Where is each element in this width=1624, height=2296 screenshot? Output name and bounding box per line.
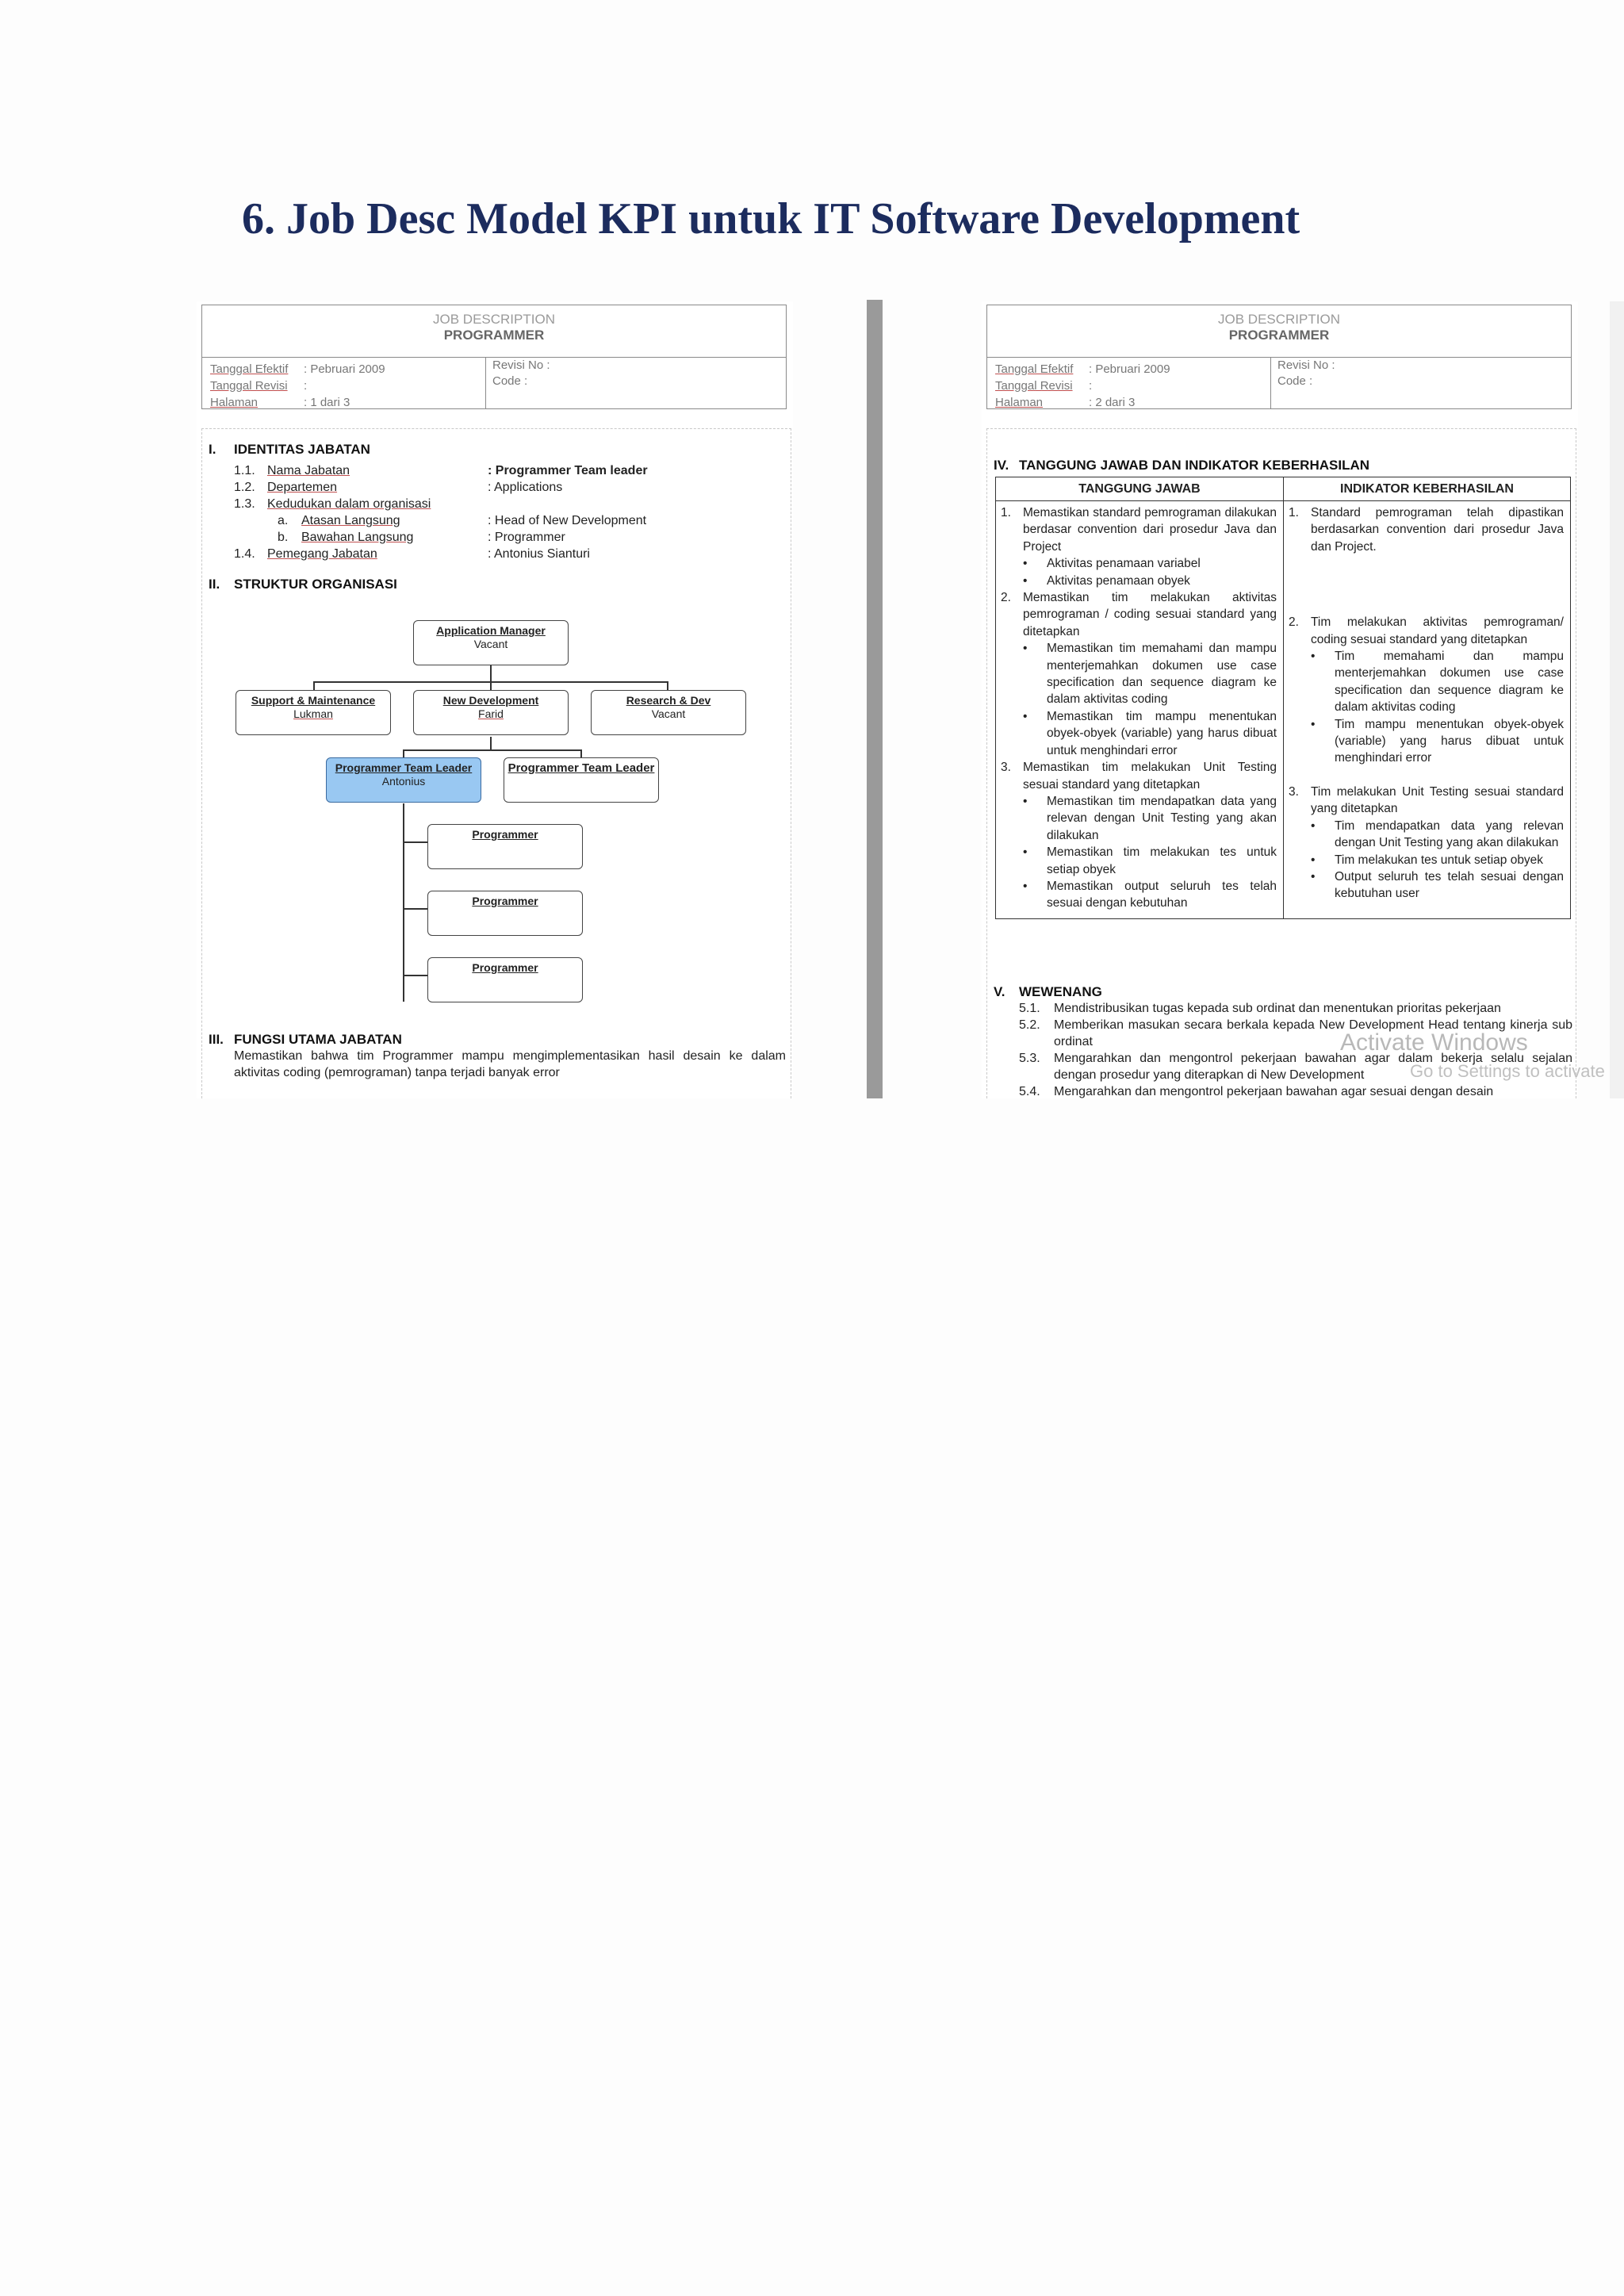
- halaman-label: Halaman: [995, 396, 1044, 409]
- org-box-programmer-team-leader-highlighted: Programmer Team Leader Antonius: [326, 757, 481, 803]
- fungsi-utama-text: Memastikan bahwa tim Programmer mampu mengimplementasikan hasil desain ke dalam aktivitas coding (pemrograman) tanpa terjadi banyak error: [234, 1049, 786, 1079]
- page-1: [197, 301, 793, 1098]
- org-box-programmer-team-leader: Programmer Team Leader: [504, 757, 659, 803]
- section-heading: V. WEWENANG: [994, 984, 1102, 999]
- tanggal-efektif-label: Tanggal Efektif: [995, 362, 1074, 376]
- tanggal-revisi-label: Tanggal Revisi: [995, 379, 1073, 393]
- tanggung-jawab-cell: 1. Memastikan standard pemrograman dilakukan berdasar convention dari prosedur Java dan Project • Aktivitas penamaan variabel • Aktivitas penamaan obyek 2. Memastikan tim melakukan aktivitas pemrograman / coding sesuai standard yang ditetapkan • Memastikan tim memahami dan mampu menterjemahkan dokumen use case specification dan sequence diagram ke dalam aktivitas coding • Memastikan tim mampu menentukan obyek-obyek (variable) yang harus dibuat untuk menghindari error 3. Memastikan tim melakukan Unit Testing sesuai standard yang ditetapkan • Memastikan tim mendapatkan data yang relevan dengan Unit Testing yang akan dilakukan • Memastikan tim melakukan tes untuk setiap obyek • Memastikan output seluruh tes telah sesuai dengan kebutuhan: [996, 501, 1284, 919]
- halaman-label: Halaman: [210, 396, 259, 409]
- tanggal-efektif-label: Tanggal Efektif: [210, 362, 289, 376]
- page1-header: [201, 305, 787, 409]
- org-box-application-manager: Application Manager Vacant: [413, 620, 569, 665]
- code-label: Code :: [492, 374, 528, 388]
- tanggal-revisi-label: Tanggal Revisi: [210, 379, 288, 393]
- tanggal-efektif-value: : Pebruari 2009: [1089, 362, 1170, 376]
- org-box-support-maintenance: Support & Maintenance Lukman: [236, 690, 391, 735]
- wewenang-list: 5.1. Mendistribusikan tugas kepada sub ordinat dan menentukan prioritas pekerjaan 5.2. Memberikan masukan secara berkala kepada New Development Head tentang kinerja sub ordinat 5.3. Mengarahkan dan mengontrol pekerjaan bawahan agar dalam bekerja selalu sejalan dengan prosedur yang diterapkan di New Development 5.4. Mengarahkan dan mengontrol pekerjaan bawahan agar sesuai dengan desain: [1019, 1002, 1572, 1098]
- org-box-programmer: Programmer: [427, 891, 583, 936]
- tanggal-revisi-value: :: [1089, 379, 1093, 393]
- halaman-value: : 1 dari 3: [304, 396, 350, 409]
- page2-body: [986, 428, 1576, 1098]
- identitas-value: : Applications: [488, 481, 563, 494]
- revisi-label: Revisi No :: [492, 358, 550, 372]
- page-2: [982, 301, 1578, 1098]
- column-header-tanggung-jawab: TANGGUNG JAWAB: [996, 477, 1284, 501]
- org-box-research-dev: Research & Dev Vacant: [591, 690, 746, 735]
- identitas-item: 1.3. Kedudukan dalam organisasi: [234, 497, 431, 511]
- header-title: JOB DESCRIPTION: [433, 312, 555, 327]
- tanggal-efektif-value: : Pebruari 2009: [304, 362, 385, 376]
- identitas-value: : Programmer: [488, 531, 565, 544]
- section-heading: II. STRUKTUR ORGANISASI: [209, 577, 397, 592]
- revisi-label: Revisi No :: [1277, 358, 1335, 372]
- section-heading: IV. TANGGUNG JAWAB DAN INDIKATOR KEBERHASILAN: [994, 458, 1370, 473]
- org-box-programmer: Programmer: [427, 957, 583, 1002]
- column-header-indikator: INDIKATOR KEBERHASILAN: [1284, 477, 1571, 501]
- org-box-programmer: Programmer: [427, 824, 583, 869]
- document-heading: 6. Job Desc Model KPI untuk IT Software Development: [242, 194, 1300, 243]
- identitas-item: a. Atasan Langsung: [278, 514, 400, 527]
- code-label: Code :: [1277, 374, 1313, 388]
- identitas-value: : Antonius Sianturi: [488, 547, 590, 561]
- page-edge: [1610, 301, 1624, 1098]
- identitas-value: : Head of New Development: [488, 514, 647, 527]
- identitas-item: 1.2. Departemen: [234, 481, 338, 494]
- identitas-item: 1.1. Nama Jabatan: [234, 464, 350, 477]
- header-subtitle: PROGRAMMER: [443, 328, 545, 343]
- page2-header: [986, 305, 1572, 409]
- identitas-value: : Programmer Team leader: [488, 464, 648, 477]
- header-title: JOB DESCRIPTION: [1218, 312, 1340, 327]
- halaman-value: : 2 dari 3: [1089, 396, 1136, 409]
- org-box-new-development: New Development Farid: [413, 690, 569, 735]
- section-heading: III. FUNGSI UTAMA JABATAN: [209, 1032, 402, 1047]
- page1-body: [201, 428, 791, 1098]
- header-subtitle: PROGRAMMER: [1228, 328, 1330, 343]
- section-heading: I. IDENTITAS JABATAN: [209, 442, 370, 457]
- activate-windows-subtext: Go to Settings to activate: [1410, 1061, 1605, 1081]
- indikator-cell: 1. Standard pemrograman telah dipastikan berdasarkan convention dari prosedur Java dan Project. 2. Tim melakukan aktivitas pemrograman/ coding sesuai standard yang ditetapkan • Tim memahami dan mampu menterjemahkan dokumen use case specification dan sequence diagram ke dalam aktivitas coding • Tim mampu menentukan obyek-obyek (variable) yang harus dibuat untuk menghindari error 3. Tim melakukan Unit Testing sesuai standard yang ditetapkan • Tim mendapatkan data yang relevan dengan Unit Testing yang akan dilakukan • Tim melakukan tes untuk setiap obyek • Output seluruh tes telah sesuai dengan kebutuhan user: [1284, 501, 1571, 919]
- tanggal-revisi-value: :: [304, 379, 308, 393]
- identitas-item: 1.4. Pemegang Jabatan: [234, 547, 377, 561]
- responsibility-table: [995, 477, 1571, 919]
- identitas-item: b. Bawahan Langsung: [278, 531, 414, 544]
- page-divider: [867, 300, 883, 1098]
- activate-windows-watermark: Activate Windows: [1340, 1029, 1528, 1056]
